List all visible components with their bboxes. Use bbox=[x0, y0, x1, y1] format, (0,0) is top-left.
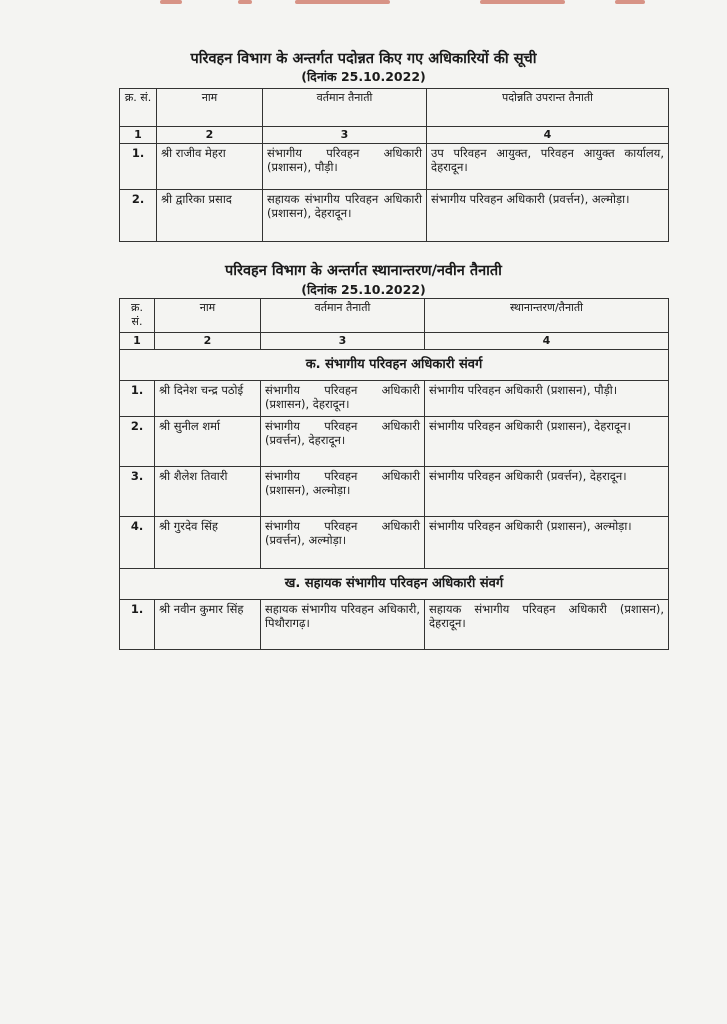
serial-number: 2. bbox=[120, 417, 155, 467]
header-serial: क्र. सं. bbox=[120, 89, 157, 127]
section-b-heading: ख. सहायक संभागीय परिवहन अधिकारी संवर्ग bbox=[120, 569, 669, 600]
column-number: 4 bbox=[425, 333, 669, 350]
new-posting: संभागीय परिवहन अधिकारी (प्रशासन), अल्मोड़ा। bbox=[425, 517, 669, 569]
current-posting: संभागीय परिवहन अधिकारी (प्रशासन), अल्मोड़ा। bbox=[261, 467, 425, 517]
current-posting: संभागीय परिवहन अधिकारी (प्रवर्त्तन), अल्मोड़ा। bbox=[261, 517, 425, 569]
transfer-title: परिवहन विभाग के अन्तर्गत स्थानान्तरण/नवीन तैनाती bbox=[225, 263, 502, 279]
current-posting: संभागीय परिवहन अधिकारी (प्रवर्त्तन), देहरादून। bbox=[261, 417, 425, 467]
header-name: नाम bbox=[157, 89, 263, 127]
officer-name: श्री सुनील शर्मा bbox=[155, 417, 261, 467]
promotion-header-row bbox=[120, 89, 669, 127]
table-row bbox=[120, 600, 669, 650]
table-row bbox=[120, 517, 669, 569]
new-posting: संभागीय परिवहन अधिकारी (प्रवर्त्तन), देहरादून। bbox=[425, 467, 669, 517]
current-posting: सहायक संभागीय परिवहन अधिकारी, पिथौरागढ़। bbox=[261, 600, 425, 650]
transfer-header-row bbox=[120, 299, 669, 333]
header-current-posting: वर्तमान तैनाती bbox=[261, 299, 425, 333]
table-row bbox=[120, 417, 669, 467]
officer-name: श्री दिनेश चन्द्र पठोई bbox=[155, 381, 261, 417]
officer-name: श्री शैलेश तिवारी bbox=[155, 467, 261, 517]
serial-number: 1. bbox=[120, 381, 155, 417]
column-number: 2 bbox=[157, 127, 263, 144]
promotion-title: परिवहन विभाग के अन्तर्गत पदोन्नत किए गए अधिकारियों की सूची bbox=[190, 51, 537, 67]
section-b-row bbox=[120, 569, 669, 600]
table-row bbox=[120, 144, 669, 190]
header-posting-after-promotion: पदोन्नति उपरान्त तैनाती bbox=[427, 89, 669, 127]
serial-number: 2. bbox=[120, 190, 157, 242]
promotion-table bbox=[119, 88, 669, 242]
officer-name: श्री द्वारिका प्रसाद bbox=[157, 190, 263, 242]
top-edge-marks bbox=[160, 0, 650, 6]
transfer-date: (दिनांक 25.10.2022) bbox=[301, 282, 426, 297]
header-name: नाम bbox=[155, 299, 261, 333]
officer-name: श्री गुरदेव सिंह bbox=[155, 517, 261, 569]
promotion-date: (दिनांक 25.10.2022) bbox=[301, 69, 426, 84]
column-number: 3 bbox=[263, 127, 427, 144]
serial-number: 4. bbox=[120, 517, 155, 569]
table-row bbox=[120, 190, 669, 242]
header-serial: क्र. सं. bbox=[120, 299, 155, 333]
transfer-column-number-row bbox=[120, 333, 669, 350]
new-posting: उप परिवहन आयुक्त, परिवहन आयुक्त कार्यालय, देहरादून। bbox=[427, 144, 669, 190]
current-posting: सहायक संभागीय परिवहन अधिकारी (प्रशासन), देहरादून। bbox=[263, 190, 427, 242]
serial-number: 1. bbox=[120, 144, 157, 190]
current-posting: संभागीय परिवहन अधिकारी (प्रशासन), पौड़ी। bbox=[263, 144, 427, 190]
promotion-column-number-row bbox=[120, 127, 669, 144]
serial-number: 1. bbox=[120, 600, 155, 650]
officer-name: श्री राजीव मेहरा bbox=[157, 144, 263, 190]
new-posting: संभागीय परिवहन अधिकारी (प्रशासन), देहरादून। bbox=[425, 417, 669, 467]
header-transfer-posting: स्थानान्तरण/तैनाती bbox=[425, 299, 669, 333]
column-number: 1 bbox=[120, 333, 155, 350]
column-number: 1 bbox=[120, 127, 157, 144]
header-current-posting: वर्तमान तैनाती bbox=[263, 89, 427, 127]
serial-number: 3. bbox=[120, 467, 155, 517]
section-a-heading: क. संभागीय परिवहन अधिकारी संवर्ग bbox=[120, 350, 669, 381]
new-posting: संभागीय परिवहन अधिकारी (प्रवर्त्तन), अल्मोड़ा। bbox=[427, 190, 669, 242]
officer-name: श्री नवीन कुमार सिंह bbox=[155, 600, 261, 650]
section-a-row bbox=[120, 350, 669, 381]
column-number: 4 bbox=[427, 127, 669, 144]
table-row bbox=[120, 381, 669, 417]
new-posting: सहायक संभागीय परिवहन अधिकारी (प्रशासन), देहरादून। bbox=[425, 600, 669, 650]
transfer-table bbox=[119, 298, 669, 650]
table-row bbox=[120, 467, 669, 517]
column-number: 2 bbox=[155, 333, 261, 350]
new-posting: संभागीय परिवहन अधिकारी (प्रशासन), पौड़ी। bbox=[425, 381, 669, 417]
column-number: 3 bbox=[261, 333, 425, 350]
current-posting: संभागीय परिवहन अधिकारी (प्रशासन), देहरादून। bbox=[261, 381, 425, 417]
